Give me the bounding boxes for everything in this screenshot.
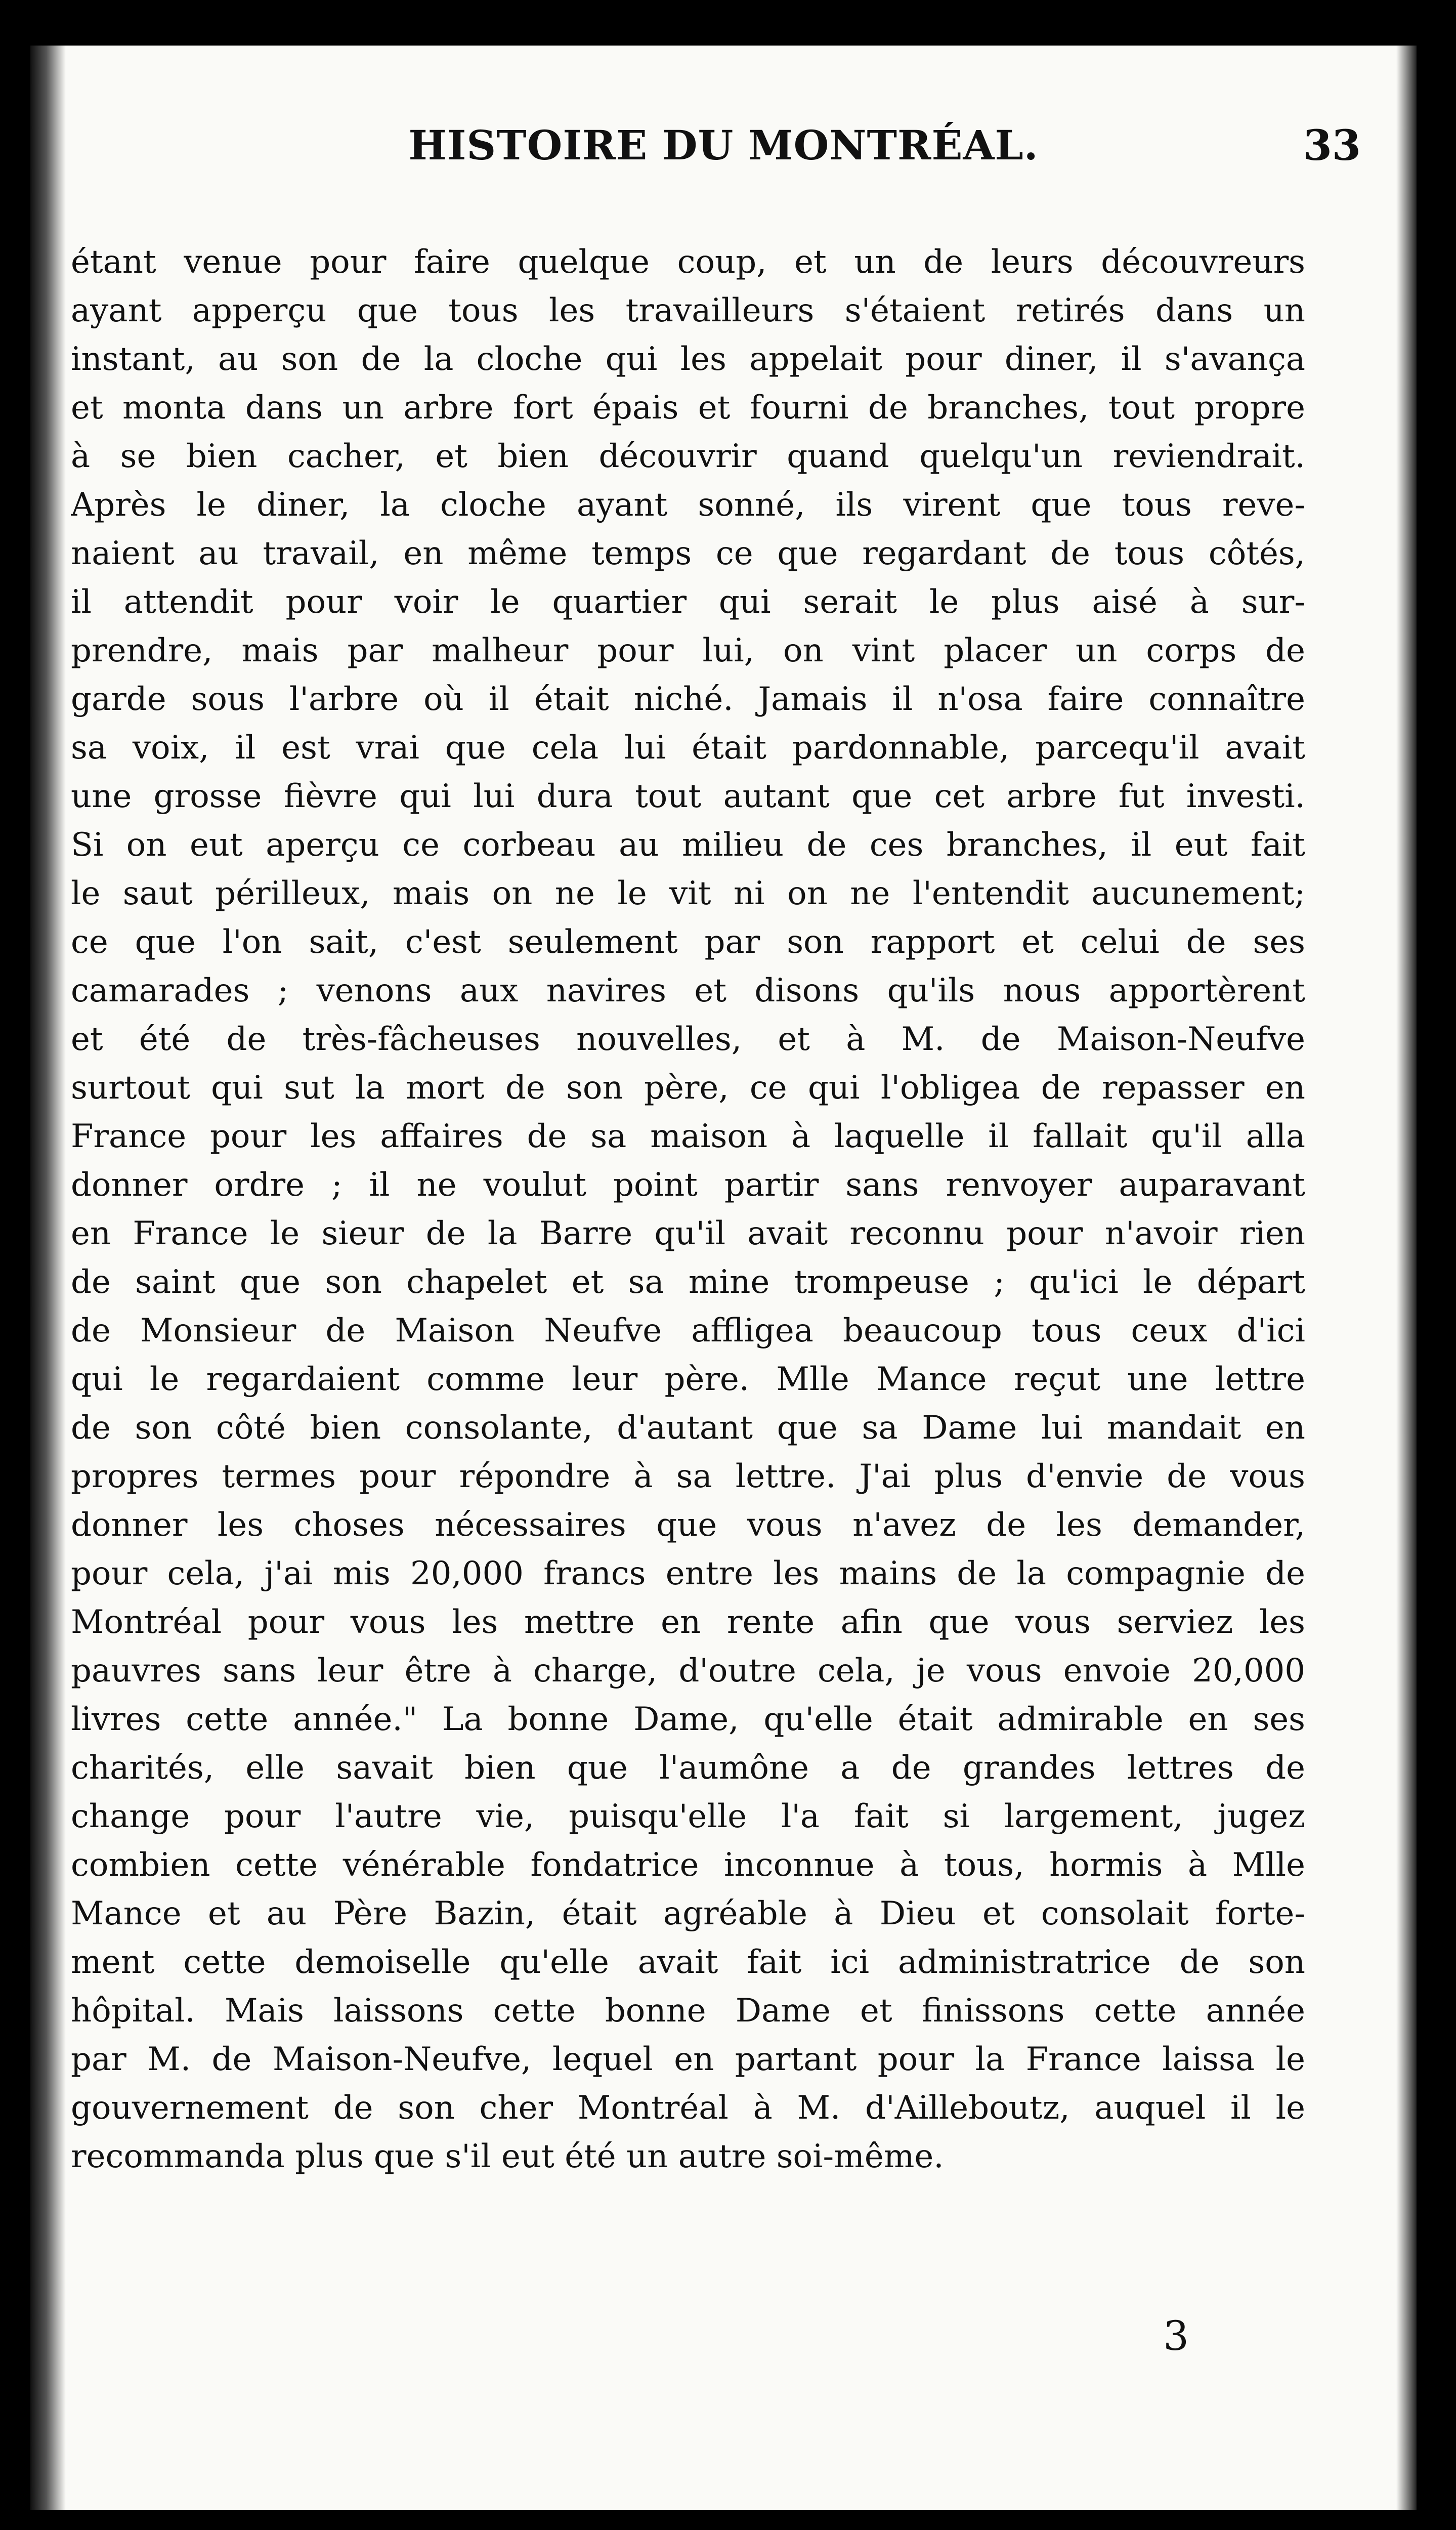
text-line: ce que l'on sait, c'est seulement par son rapport et celui de ses (71, 923, 1305, 961)
text-line: en France le sieur de la Barre qu'il avait reconnu pour n'avoir rien (71, 1215, 1305, 1252)
text-line: garde sous l'arbre où il était niché. Jamais il n'osa faire connaître (71, 681, 1305, 718)
text-line: charités, elle savait bien que l'aumône a de grandes lettres de (71, 1749, 1305, 1787)
page-number: 33 (1303, 121, 1361, 170)
text-line: sa voix, il est vrai que cela lui était pardonnable, parcequ'il avait (71, 729, 1305, 767)
text-line: ayant apperçu que tous les travailleurs s'étaient retirés dans un (71, 292, 1305, 329)
text-line: de saint que son chapelet et sa mine trompeuse ; qu'ici le départ (71, 1263, 1305, 1301)
text-line: Si on eut aperçu ce corbeau au milieu de ces branches, il eut fait (71, 826, 1305, 864)
signature-mark: 3 (1163, 2312, 1189, 2359)
text-line: change pour l'autre vie, puisqu'elle l'a fait si largement, jugez (71, 1798, 1305, 1835)
text-line: à se bien cacher, et bien découvrir quand quelqu'un reviendrait. (71, 438, 1305, 475)
text-line: il attendit pour voir le quartier qui serait le plus aisé à sur- (71, 583, 1305, 621)
text-line: ment cette demoiselle qu'elle avait fait ici administratrice de son (71, 1944, 1305, 1981)
text-line: donner les choses nécessaires que vous n'avez de les demander, (71, 1506, 1305, 1544)
text-line: et été de très-fâcheuses nouvelles, et à M. de Maison-Neufve (71, 1021, 1305, 1058)
body-text (71, 238, 1305, 2181)
text-line: par M. de Maison-Neufve, lequel en partant pour la France laissa le (71, 2041, 1305, 2078)
text-line: hôpital. Mais laissons cette bonne Dame et finissons cette année (71, 1992, 1305, 2030)
text-line-last: recommanda plus que s'il eut été un autre soi-même. (71, 2138, 944, 2175)
text-line: France pour les affaires de sa maison à laquelle il fallait qu'il alla (71, 1118, 1305, 1155)
text-line: Après le diner, la cloche ayant sonné, ils virent que tous reve- (71, 486, 1305, 524)
text-line: pauvres sans leur être à charge, d'outre cela, je vous envoie 20,000 (71, 1652, 1305, 1690)
book-page (30, 46, 1417, 2510)
text-line: pour cela, j'ai mis 20,000 francs entre les mains de la compagnie de (71, 1555, 1305, 1592)
text-line: camarades ; venons aux navires et disons qu'ils nous apportèrent (71, 972, 1305, 1009)
text-line: de son côté bien consolante, d'autant que sa Dame lui mandait en (71, 1409, 1305, 1447)
text-line: Mance et au Père Bazin, était agréable à Dieu et consolait forte- (71, 1895, 1305, 1932)
text-line: Montréal pour vous les mettre en rente afin que vous serviez les (71, 1604, 1305, 1641)
running-title: HISTOIRE DU MONTRÉAL. (408, 121, 1039, 169)
text-line: propres termes pour répondre à sa lettre. J'ai plus d'envie de vous (71, 1458, 1305, 1495)
text-line: le saut périlleux, mais on ne le vit ni on ne l'entendit aucunement; (71, 875, 1305, 912)
text-line: livres cette année." La bonne Dame, qu'elle était admirable en ses (71, 1701, 1305, 1738)
text-line: surtout qui sut la mort de son père, ce qui l'obligea de repasser en (71, 1069, 1305, 1107)
text-line: qui le regardaient comme leur père. Mlle Mance reçut une lettre (71, 1361, 1305, 1398)
text-line: gouvernement de son cher Montréal à M. d'Ailleboutz, auquel il le (71, 2089, 1305, 2127)
text-line: naient au travail, en même temps ce que regardant de tous côtés, (71, 535, 1305, 572)
page-header (30, 121, 1417, 182)
text-line: une grosse fièvre qui lui dura tout autant que cet arbre fut investi. (71, 778, 1305, 815)
text-line: combien cette vénérable fondatrice inconnue à tous, hormis à Mlle (71, 1846, 1305, 1884)
text-line: donner ordre ; il ne voulut point partir sans renvoyer auparavant (71, 1166, 1305, 1204)
text-line: de Monsieur de Maison Neufve affligea beaucoup tous ceux d'ici (71, 1312, 1305, 1350)
text-line: étant venue pour faire quelque coup, et un de leurs découvreurs (71, 243, 1305, 281)
text-line: et monta dans un arbre fort épais et fourni de branches, tout propre (71, 389, 1305, 427)
text-line: prendre, mais par malheur pour lui, on vint placer un corps de (71, 632, 1305, 669)
text-line: instant, au son de la cloche qui les appelait pour diner, il s'avança (71, 341, 1305, 378)
